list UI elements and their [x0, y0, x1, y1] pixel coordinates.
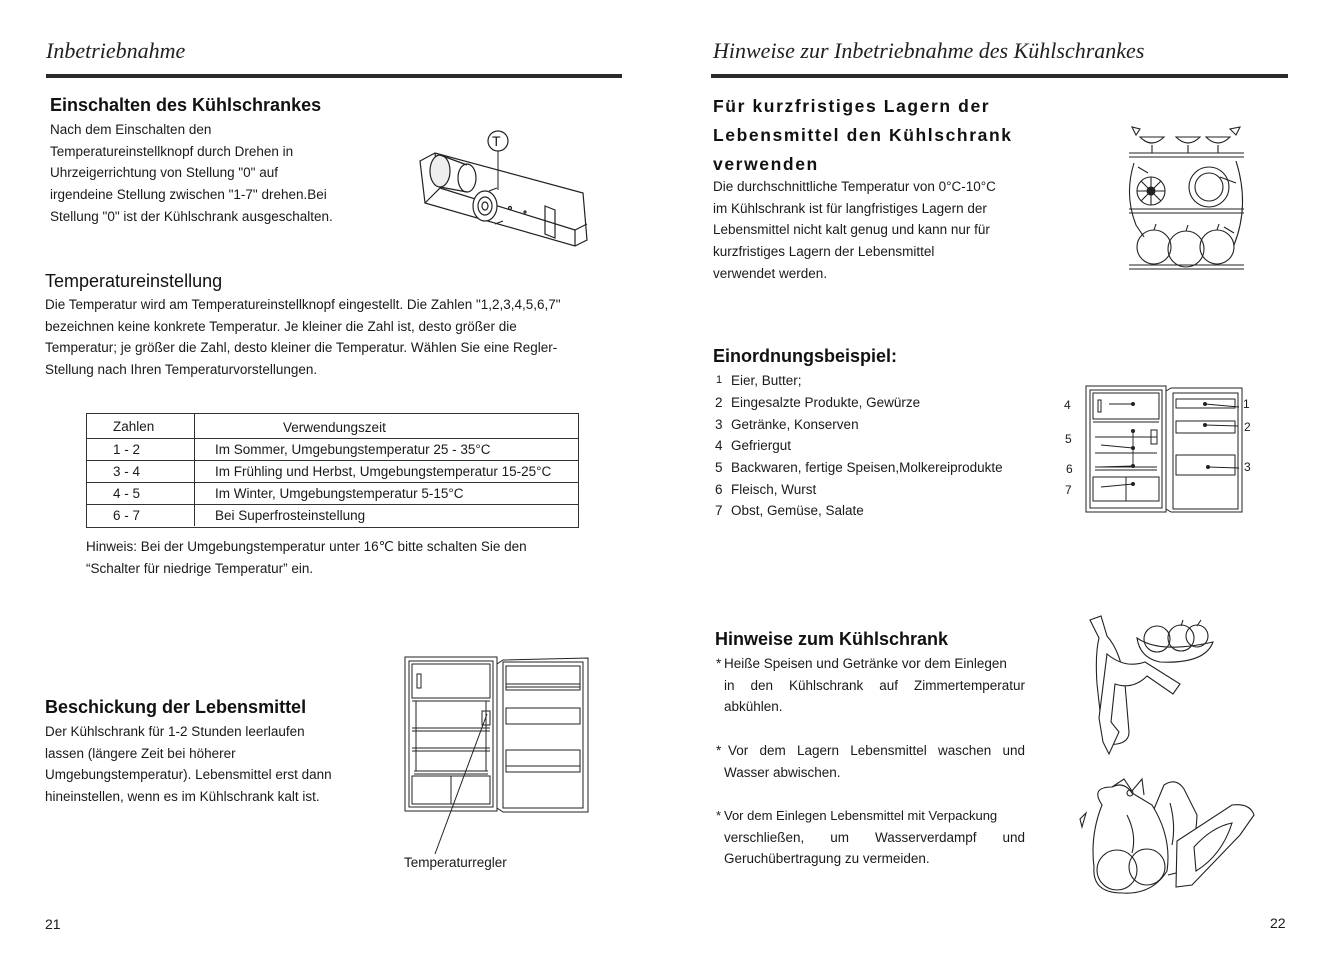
text-line: Stellung nach Ihren Temperaturvorstellungen. — [45, 362, 318, 378]
table-cell-zahlen: 4 - 5 — [87, 483, 195, 505]
text-line: Temperatur; je größer die Zahl, desto kleiner die Temperatur. Wählen Sie eine Regler- — [45, 340, 558, 356]
table-cell-zahlen: 1 - 2 — [87, 439, 195, 461]
table-row — [87, 439, 578, 461]
text-line: in den Kühlschrank auf Zimmertemperatur — [724, 677, 1025, 693]
diagram-label-1: 1 — [1243, 397, 1250, 411]
text-line: verwendet werden. — [713, 265, 828, 281]
text-line: Die Temperatur wird am Temperatureinstellknopf eingestellt. Die Zahlen "1,2,3,4,5,6,7" — [45, 297, 561, 312]
fridge-caption: Temperaturregler — [404, 855, 507, 870]
diagram-label-3: 3 — [1244, 460, 1251, 474]
text-line: Vor dem Lagern Lebensmittel waschen und — [728, 743, 1025, 758]
thermostat-knob-illustration — [415, 128, 600, 253]
text-line: bezeichnen keine konkrete Temperatur. Je kleiner die Zahl ist, desto größer die — [45, 318, 517, 334]
right-title-rule — [711, 74, 1288, 78]
table-row — [87, 461, 578, 483]
bullet-line — [716, 653, 1025, 675]
temperature-table-grid — [87, 414, 578, 526]
hinweis-bullet-3 — [716, 805, 1025, 870]
diagram-label-5: 5 — [1065, 432, 1072, 446]
table-cell-verwendung: Im Frühling und Herbst, Umgebungstemperatur 15-25°C — [195, 461, 579, 483]
section-heading-einschalten: Einschalten des Kühlschrankes — [50, 95, 322, 115]
text-line: Lebensmittel nicht kalt genug und kann nur für — [713, 222, 990, 238]
left-page-title: Inbetriebnahme — [46, 38, 186, 63]
list-item-text: Fleisch, Wurst — [731, 482, 817, 497]
wrapped-food-illustration — [1072, 775, 1262, 899]
list-item-text: Getränke, Konserven — [731, 417, 859, 432]
table-cell-zahlen: 3 - 4 — [87, 461, 195, 483]
table-header-zahlen: Zahlen — [87, 414, 195, 439]
text-line: Die durchschnittliche Temperatur von 0°C-10°C — [713, 179, 996, 194]
bullet-star: * — [716, 656, 722, 671]
bullet-line — [716, 805, 1025, 827]
text-line: hineinstellen, wenn es im Kühlschrank kalt ist. — [45, 789, 320, 805]
text-line: Umgebungstemperatur). Lebensmittel erst dann — [45, 767, 332, 783]
section-heading-kurzfristig — [713, 92, 1013, 179]
page-number-right: 22 — [1270, 915, 1286, 931]
page-number-left: 21 — [45, 916, 61, 932]
hinweis-bullet-2 — [716, 740, 1025, 783]
text-line: Temperatureinstellknopf durch Drehen in — [50, 143, 294, 159]
text-line: Heiße Speisen und Getränke vor dem Einlegen — [724, 656, 1007, 671]
list-item-number: 7 — [715, 503, 723, 518]
list-item-text: Backwaren, fertige Speisen,Molkereiprodukte — [731, 460, 1003, 475]
list-item-text: Eier, Butter; — [731, 373, 802, 388]
table-cell-verwendung: Im Sommer, Umgebungstemperatur 25 - 35°C — [195, 439, 579, 461]
text-line: Stellung "0" ist der Kühlschrank ausgeschalten. — [50, 208, 333, 224]
diagram-label-2: 2 — [1244, 420, 1251, 434]
text-line: Nach dem Einschalten den — [50, 122, 212, 137]
text-line: “Schalter für niedrige Temperatur” ein. — [86, 560, 314, 576]
text-line: abkühlen. — [724, 699, 783, 715]
heading-line: Für kurzfristiges Lagern der — [713, 96, 991, 116]
text-line: Wasser abwischen. — [724, 764, 841, 780]
text-line: Hinweis: Bei der Umgebungstemperatur unter 16℃ bitte schalten Sie den — [86, 539, 527, 554]
list-item-number: 5 — [715, 460, 723, 475]
open-fridge-illustration — [404, 656, 594, 856]
text-line: lassen (längere Zeit bei höherer — [45, 745, 236, 761]
table-row — [87, 505, 578, 527]
knob-label: T — [492, 133, 501, 149]
bullet-star: * — [716, 743, 722, 758]
right-page-title: Hinweise zur Inbetriebnahme des Kühlschrankes — [713, 38, 1145, 63]
table-header-verwendungszeit: Verwendungszeit — [283, 420, 386, 435]
list-item-number: 2 — [715, 395, 723, 410]
section-heading-hinweise: Hinweise zum Kühlschrank — [715, 629, 949, 649]
text-line: kurzfristiges Lagern der Lebensmittel — [713, 244, 935, 260]
temperature-table — [86, 413, 579, 528]
bullet-line — [716, 740, 1025, 762]
storage-diagram-illustration — [1085, 385, 1245, 515]
diagram-label-7: 7 — [1065, 483, 1072, 497]
table-cell-zahlen: 6 - 7 — [87, 505, 195, 527]
table-row — [87, 483, 578, 505]
left-title-rule — [46, 74, 622, 78]
table-cell-verwendung: Bei Superfrosteinstellung — [195, 505, 579, 527]
section-text-kurzfristig — [713, 176, 996, 285]
text-line: verschließen, um Wasserverdampf und — [724, 829, 1025, 845]
section-text-temperatureinstellung — [45, 294, 561, 381]
list-item-text: Gefriergut — [731, 438, 792, 453]
text-line: im Kühlschrank ist für langfristiges Lagern der — [713, 200, 987, 216]
diagram-label-4: 4 — [1064, 398, 1071, 412]
text-line: Uhrzeigerrichtung von Stellung "0" auf — [50, 165, 278, 181]
text-line: irgendeine Stellung zwischen "1-7" drehen.Bei — [50, 187, 327, 203]
list-item-number: 3 — [715, 417, 723, 432]
text-line: Der Kühlschrank für 1-2 Stunden leerlaufen — [45, 724, 305, 739]
bullet-star: * — [716, 808, 722, 823]
list-item-number: 4 — [715, 438, 723, 453]
section-heading-einordnung: Einordnungsbeispiel: — [713, 346, 898, 366]
table-cell-verwendung: Im Winter, Umgebungstemperatur 5-15°C — [195, 483, 579, 505]
list-item-number: 1 — [716, 374, 723, 386]
list-item-text: Obst, Gemüse, Salate — [731, 503, 864, 518]
diagram-label-6: 6 — [1066, 462, 1073, 476]
list-item-text: Eingesalzte Produkte, Gewürze — [731, 395, 921, 410]
text-line: Vor dem Einlegen Lebensmittel mit Verpackung — [724, 808, 998, 823]
section-text-einschalten — [50, 119, 380, 228]
text-line: Geruchübertragung zu vermeiden. — [724, 851, 930, 867]
heading-line: verwenden — [713, 154, 819, 174]
section-heading-temperatureinstellung: Temperatureinstellung — [45, 271, 223, 291]
fridge-interior-illustration — [1124, 125, 1249, 273]
section-heading-beschickung: Beschickung der Lebensmittel — [45, 697, 307, 717]
list-item-number: 6 — [715, 482, 723, 497]
table-header-row — [87, 414, 578, 439]
bottle-and-fruit-illustration — [1085, 614, 1220, 756]
note-text — [86, 536, 527, 579]
hinweis-bullet-1 — [716, 653, 1025, 718]
section-text-beschickung — [45, 721, 332, 808]
heading-line: Lebensmittel den Kühlschrank — [713, 125, 1013, 145]
